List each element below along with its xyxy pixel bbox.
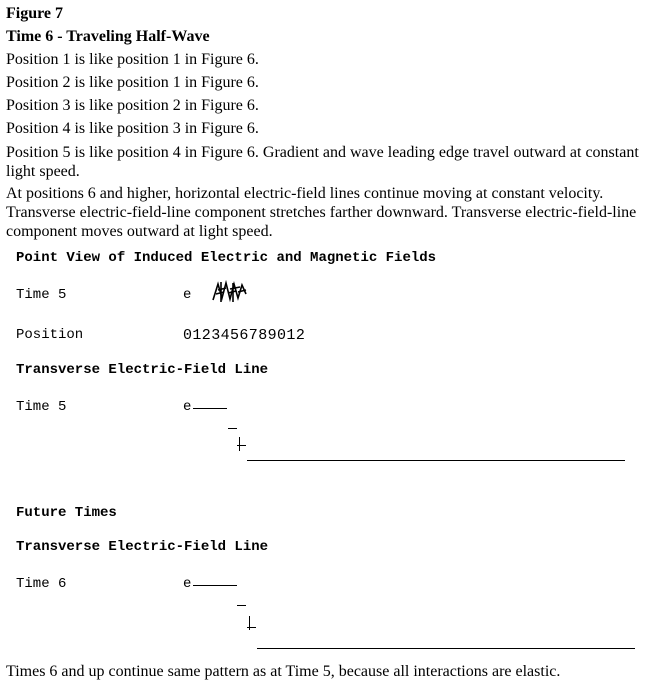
transverse-1-vertical-tick xyxy=(239,437,240,451)
transverse-1-top-segment xyxy=(193,408,227,409)
transverse-2-e-marker: e xyxy=(183,576,192,592)
position-line-4: Position 4 is like position 3 in Figure 6. xyxy=(6,120,259,137)
footer-note: Times 6 and up continue same pattern as at Time 5, because all interactions are elastic. xyxy=(6,663,561,680)
transverse-2-top-segment xyxy=(193,585,237,586)
transverse-heading-2: Transverse Electric-Field Line xyxy=(16,539,269,555)
position-label: Position xyxy=(16,327,84,343)
transverse-2-vertical-tick xyxy=(249,616,250,630)
position-line-3: Position 3 is like position 2 in Figure 6. xyxy=(6,97,259,114)
point-view-time-label: Time 5 xyxy=(16,287,67,303)
position-line-5: Position 5 is like position 4 in Figure 6. Gradient and wave leading edge travel outward at constant light speed. xyxy=(6,144,639,180)
description-paragraph: At positions 6 and higher, horizontal electric-field lines continue moving at constant velocity. Transverse electric-field-line component stretches farther downward. Transverse electric-field-line component moves outward at light speed. xyxy=(6,185,637,240)
transverse-2-time-label: Time 6 xyxy=(16,576,67,592)
position-line-2: Position 2 is like position 1 in Figure 6. xyxy=(6,74,259,91)
transverse-1-time-label: Time 5 xyxy=(16,399,67,415)
field-symbols-icon xyxy=(210,280,254,304)
position-digits: 0123456789012 xyxy=(183,327,306,344)
figure-title: Time 6 - Traveling Half-Wave xyxy=(6,28,210,45)
transverse-1-bottom-line xyxy=(247,460,625,461)
transverse-2-step-1 xyxy=(237,605,246,606)
figure-label: Figure 7 xyxy=(6,5,64,22)
transverse-1-e-marker: e xyxy=(183,399,192,415)
position-line-1: Position 1 is like position 1 in Figure 6. xyxy=(6,51,259,68)
transverse-1-step-1 xyxy=(228,428,237,429)
future-times-heading: Future Times xyxy=(16,505,117,521)
point-view-e-marker: e xyxy=(183,287,192,303)
point-view-heading: Point View of Induced Electric and Magnetic Fields xyxy=(16,250,437,266)
transverse-heading-1: Transverse Electric-Field Line xyxy=(16,362,269,378)
transverse-2-bottom-line xyxy=(257,648,635,649)
